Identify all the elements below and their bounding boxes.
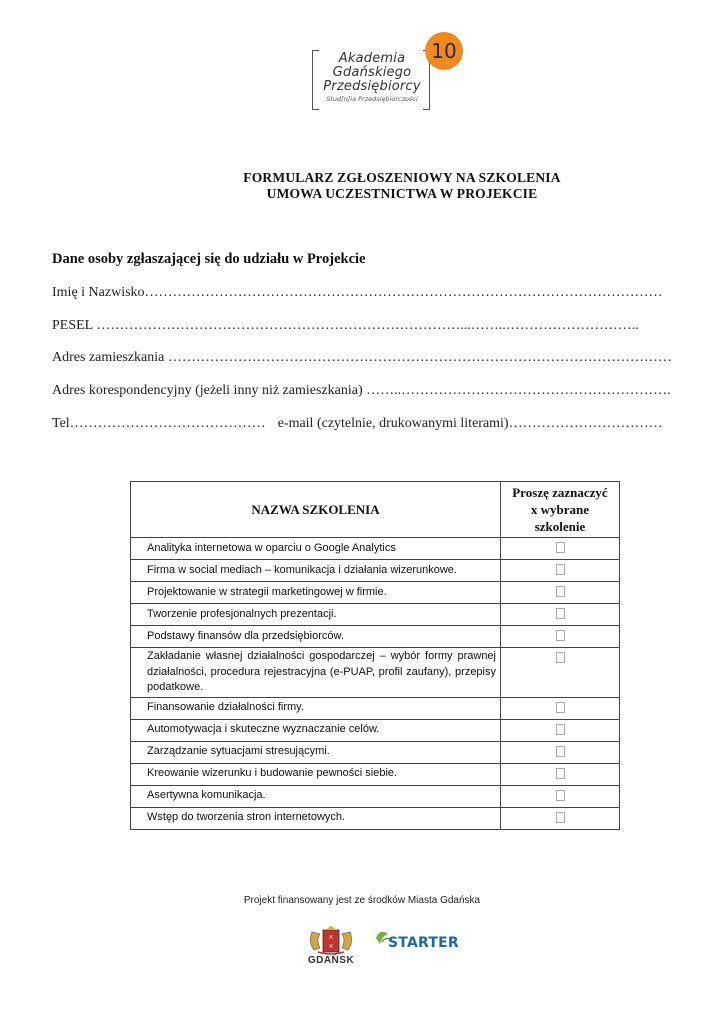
training-checkbox-cell[interactable] <box>501 763 620 785</box>
starter-logo-text: STARTER <box>388 935 459 951</box>
table-row <box>131 807 620 829</box>
training-checkbox-cell[interactable] <box>501 719 620 741</box>
logo-line-3: Przedsiębiorcy <box>323 79 421 94</box>
training-checkbox-cell[interactable] <box>501 582 620 604</box>
funding-note: Projekt finansowany jest ze środków Miasta Gdańska <box>243 895 481 906</box>
form-title: FORMULARZ ZGŁOSZENIOWY NA SZKOLENIA <box>243 170 561 185</box>
training-name: Zakładanie własnej działalności gospodarczej – wybór formy prawnej działalności, procedura rejestracyjna (e-PUAP, profil zaufany), przepisy podatkowe. <box>131 648 501 698</box>
training-name: Automotywacja i skuteczne wyznaczanie celów. <box>131 719 501 741</box>
training-name: Finansowanie działalności firmy. <box>131 697 501 719</box>
header-selection-line-1: Proszę zaznaczyć <box>512 485 608 500</box>
address-field[interactable]: Adres zamieszkania ……………………………………………………………………………………………… <box>52 350 672 365</box>
logo-line-1: Akademia <box>338 51 406 66</box>
table-row <box>131 604 620 626</box>
email-field[interactable]: e-mail (czytelnie, drukowanymi literami)…………………………… <box>277 416 663 431</box>
checkbox[interactable] <box>556 608 565 619</box>
table-row <box>131 763 620 785</box>
svg-text:✕: ✕ <box>328 934 334 941</box>
header-selection <box>501 482 620 538</box>
training-checkbox-cell[interactable] <box>501 807 620 829</box>
training-name: Tworzenie profesjonalnych prezentacji. <box>131 604 501 626</box>
contact-row <box>52 416 682 432</box>
checkbox[interactable] <box>556 768 565 779</box>
checkbox[interactable] <box>556 630 565 641</box>
logo-badge-10: 10 <box>425 32 463 70</box>
tel-field[interactable]: Tel…………………………………… <box>52 416 266 431</box>
header-training-name: NAZWA SZKOLENIA <box>131 482 501 538</box>
applicant-heading: Dane osoby zgłaszającej się do udziału w Projekcie <box>52 251 366 267</box>
checkbox[interactable] <box>556 702 565 713</box>
training-name: Firma w social mediach – komunikacja i działania wizerunkowe. <box>131 560 501 582</box>
table-row <box>131 582 620 604</box>
training-checkbox-cell[interactable] <box>501 538 620 560</box>
form-subtitle: UMOWA UCZESTNICTWA W PROJEKCIE <box>266 186 538 201</box>
training-name: Projektowanie w strategii marketingowej w firmie. <box>131 582 501 604</box>
table-row <box>131 560 620 582</box>
logo-subtitle: Stud[n]ia Przedsiębiorczości <box>326 95 418 103</box>
gdansk-label: GDAŃSK <box>307 955 355 966</box>
table-row <box>131 626 620 648</box>
checkbox[interactable] <box>556 652 565 663</box>
training-name: Wstęp do tworzenia stron internetowych. <box>131 807 501 829</box>
logo-line-2: Gdańskiego <box>332 65 412 80</box>
training-name: Analityka internetowa w oparciu o Google Analytics <box>131 538 501 560</box>
training-checkbox-cell[interactable] <box>501 648 620 698</box>
header-selection-line-3: szkolenie <box>534 519 586 534</box>
checkbox[interactable] <box>556 724 565 735</box>
trainings-table <box>130 481 620 830</box>
table-row <box>131 719 620 741</box>
name-field[interactable]: Imię i Nazwisko………………………………………………………………………………………………… <box>52 285 663 300</box>
training-checkbox-cell[interactable] <box>501 697 620 719</box>
training-checkbox-cell[interactable] <box>501 741 620 763</box>
header-selection-line-2: x wybrane <box>530 502 590 517</box>
table-row <box>131 785 620 807</box>
training-checkbox-cell[interactable] <box>501 604 620 626</box>
table-row <box>131 741 620 763</box>
checkbox[interactable] <box>556 564 565 575</box>
training-name: Podstawy finansów dla przedsiębiorców. <box>131 626 501 648</box>
training-checkbox-cell[interactable] <box>501 626 620 648</box>
checkbox[interactable] <box>556 586 565 597</box>
training-name: Asertywna komunikacja. <box>131 785 501 807</box>
table-row <box>131 697 620 719</box>
training-name: Zarządzanie sytuacjami stresującymi. <box>131 741 501 763</box>
svg-text:✕: ✕ <box>328 943 334 950</box>
checkbox[interactable] <box>556 542 565 553</box>
training-name: Kreowanie wizerunku i budowanie pewności siebie. <box>131 763 501 785</box>
academy-logo <box>312 48 432 110</box>
table-header-row <box>131 482 620 538</box>
checkbox[interactable] <box>556 812 565 823</box>
logo-bracket-left <box>312 50 319 110</box>
checkbox[interactable] <box>556 790 565 801</box>
training-checkbox-cell[interactable] <box>501 785 620 807</box>
logo-text <box>320 52 424 104</box>
correspondence-address-field[interactable]: Adres korespondencyjny (jeżeli inny niż zamieszkania) ……..…………………………………………………. <box>52 383 671 398</box>
pesel-field[interactable]: PESEL ……………………………………………………………………...……..……………………….. <box>52 318 639 333</box>
training-checkbox-cell[interactable] <box>501 560 620 582</box>
checkbox[interactable] <box>556 746 565 757</box>
table-row <box>131 648 620 698</box>
table-row <box>131 538 620 560</box>
